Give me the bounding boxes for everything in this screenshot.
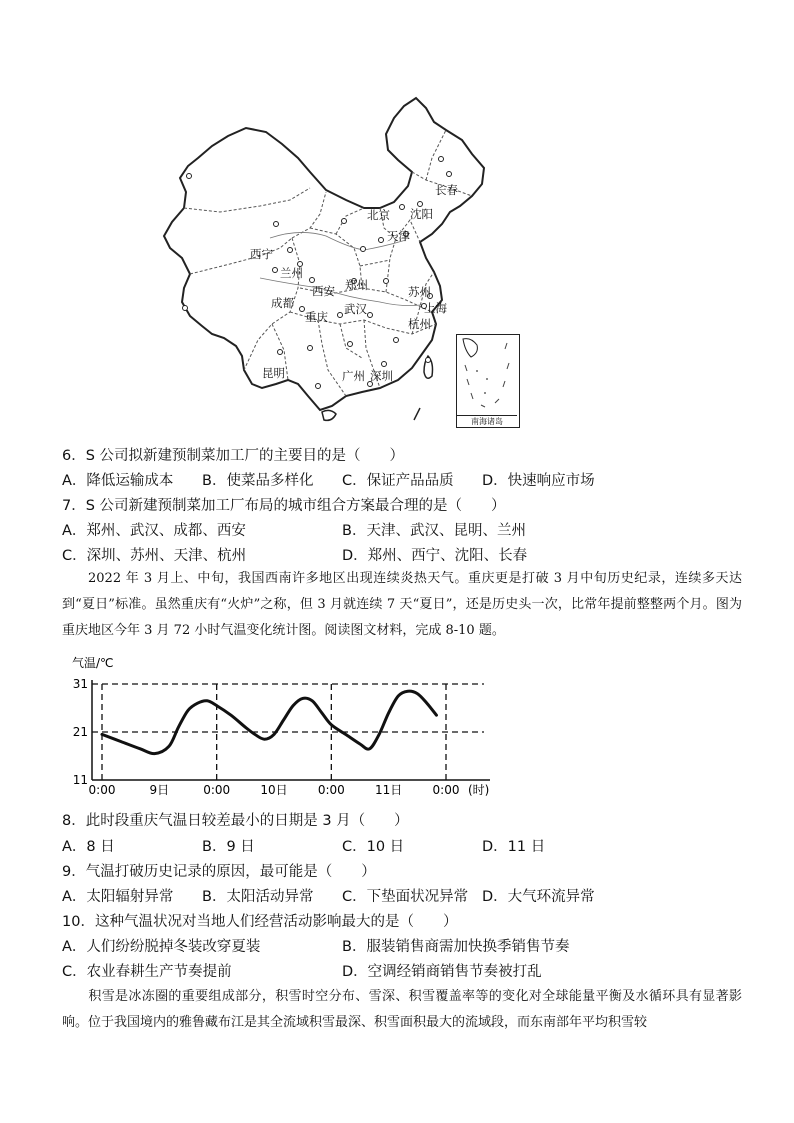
question-6-stem: 6．S 公司拟新建预制菜加工厂的主要目的是（ ） [62, 448, 405, 464]
city-label: 深圳 [370, 369, 393, 383]
city-label: 长春 [435, 183, 458, 197]
q9-option-d: D．大气环流异常 [482, 889, 595, 905]
x-tick-label: 10日 [260, 783, 288, 797]
city-label: 杭州 [408, 317, 431, 331]
city-label: 沈阳 [410, 207, 433, 221]
temperature-chart-svg [62, 652, 502, 802]
question-9-stem: 9．气温打破历史记录的原因，最可能是（ ） [62, 864, 376, 880]
china-outline [164, 98, 484, 410]
q6-option-d: D．快速响应市场 [482, 473, 595, 489]
q9-option-b: B．太阳活动异常 [202, 889, 314, 905]
q8-option-a: A．8 日 [62, 839, 115, 855]
city-label: 兰州 [280, 266, 303, 280]
q10-option-b: B．服装销售商需加快换季销售节奏 [342, 939, 570, 955]
x-tick-label: 0:00 [88, 783, 116, 797]
city-label: 武汉 [344, 302, 367, 316]
city-label: 昆明 [262, 366, 285, 380]
q6-option-c: C．保证产品品质 [342, 473, 454, 489]
city-label: 北京 [367, 208, 390, 222]
y-tick-label: 31 [72, 677, 88, 691]
hainan-island [322, 410, 336, 420]
x-tick-label: 0:00 [203, 783, 231, 797]
south-china-sea-inset [456, 334, 520, 428]
question-7-stem: 7．S 公司新建预制菜加工厂布局的城市组合方案最合理的是（ ） [62, 498, 506, 514]
passage-snow-text: 积雪是冰冻圈的重要组成部分，积雪时空分布、雪深、积雪覆盖率等的变化对全球能量平衡及水循环具有显著影响。位于我国境内的雅鲁藏布江是其全流域积雪最深、积雪面积最大的流域段，而东南部年平均积雪较 [62, 989, 742, 1030]
temperature-chart [62, 652, 502, 802]
x-tick-label: 11日 [375, 783, 403, 797]
x-tick-labels [89, 783, 460, 797]
q9-option-a: A．太阳辐射异常 [62, 889, 174, 905]
passage-weather [62, 566, 742, 644]
q10-option-a: A．人们纷纷脱掉冬装改穿夏装 [62, 939, 261, 955]
temperature-curve [102, 691, 436, 754]
passage-snow [62, 984, 742, 1036]
y-tick-label: 21 [72, 725, 88, 739]
inset-map-svg [457, 335, 519, 427]
inset-label: 南海诸岛 [457, 415, 517, 427]
city-label: 广州 [342, 369, 365, 383]
y-tick-labels [73, 677, 88, 787]
city-label: 西宁 [250, 247, 273, 261]
passage-weather-text: 2022 年 3 月上、中旬，我国西南许多地区出现连续炎热天气。重庆更是打破 3 月中旬历史纪录，连续多天达到“夏日”标准。虽然重庆有“火炉”之称，但 3 月就连续 7 天“夏日”，还是历史头一次，比常年提前整整两个月。图为重庆地区今年 3 月 72 小时气温变化统计图。阅读图文材料，完成 8-10 题。 [62, 571, 742, 638]
city-label: 成都 [271, 296, 294, 310]
q7-option-b: B．天津、武汉、昆明、兰州 [342, 523, 526, 539]
q10-option-d: D．空调经销商销售节奏被打乱 [342, 964, 542, 980]
city-label: 郑州 [345, 278, 368, 292]
q8-option-d: D．11 日 [482, 839, 546, 855]
city-label: 上海 [424, 301, 447, 315]
q6-option-a: A．降低运输成本 [62, 473, 174, 489]
city-label: 重庆 [305, 310, 328, 324]
y-tick-label: 11 [72, 773, 88, 787]
q7-option-a: A．郑州、武汉、成都、西安 [62, 523, 246, 539]
q7-option-c: C．深圳、苏州、天津、杭州 [62, 548, 247, 564]
city-label: 苏州 [408, 285, 431, 299]
x-tick-label: 9日 [149, 783, 170, 797]
question-10-stem: 10．这种气温状况对当地人们经营活动影响最大的是（ ） [62, 914, 458, 930]
q10-option-c: C．农业春耕生产节奏提前 [62, 964, 232, 980]
q9-option-c: C．下垫面状况异常 [342, 889, 469, 905]
question-8-stem: 8．此时段重庆气温日较差最小的日期是 3 月（ ） [62, 813, 409, 829]
x-tick-label: 0:00 [432, 783, 460, 797]
y-axis-label: 气温/℃ [72, 656, 114, 670]
q8-option-c: C．10 日 [342, 839, 405, 855]
reference-lines [92, 684, 484, 732]
q6-option-b: B．使菜品多样化 [202, 473, 314, 489]
x-axis-unit-label: (时) [468, 783, 490, 797]
china-map [150, 88, 530, 436]
q7-option-d: D．郑州、西宁、沈阳、长春 [342, 548, 528, 564]
city-label: 天津 [387, 229, 410, 243]
q8-option-b: B．9 日 [202, 839, 255, 855]
city-label: 西安 [312, 284, 335, 298]
x-tick-label: 0:00 [317, 783, 345, 797]
